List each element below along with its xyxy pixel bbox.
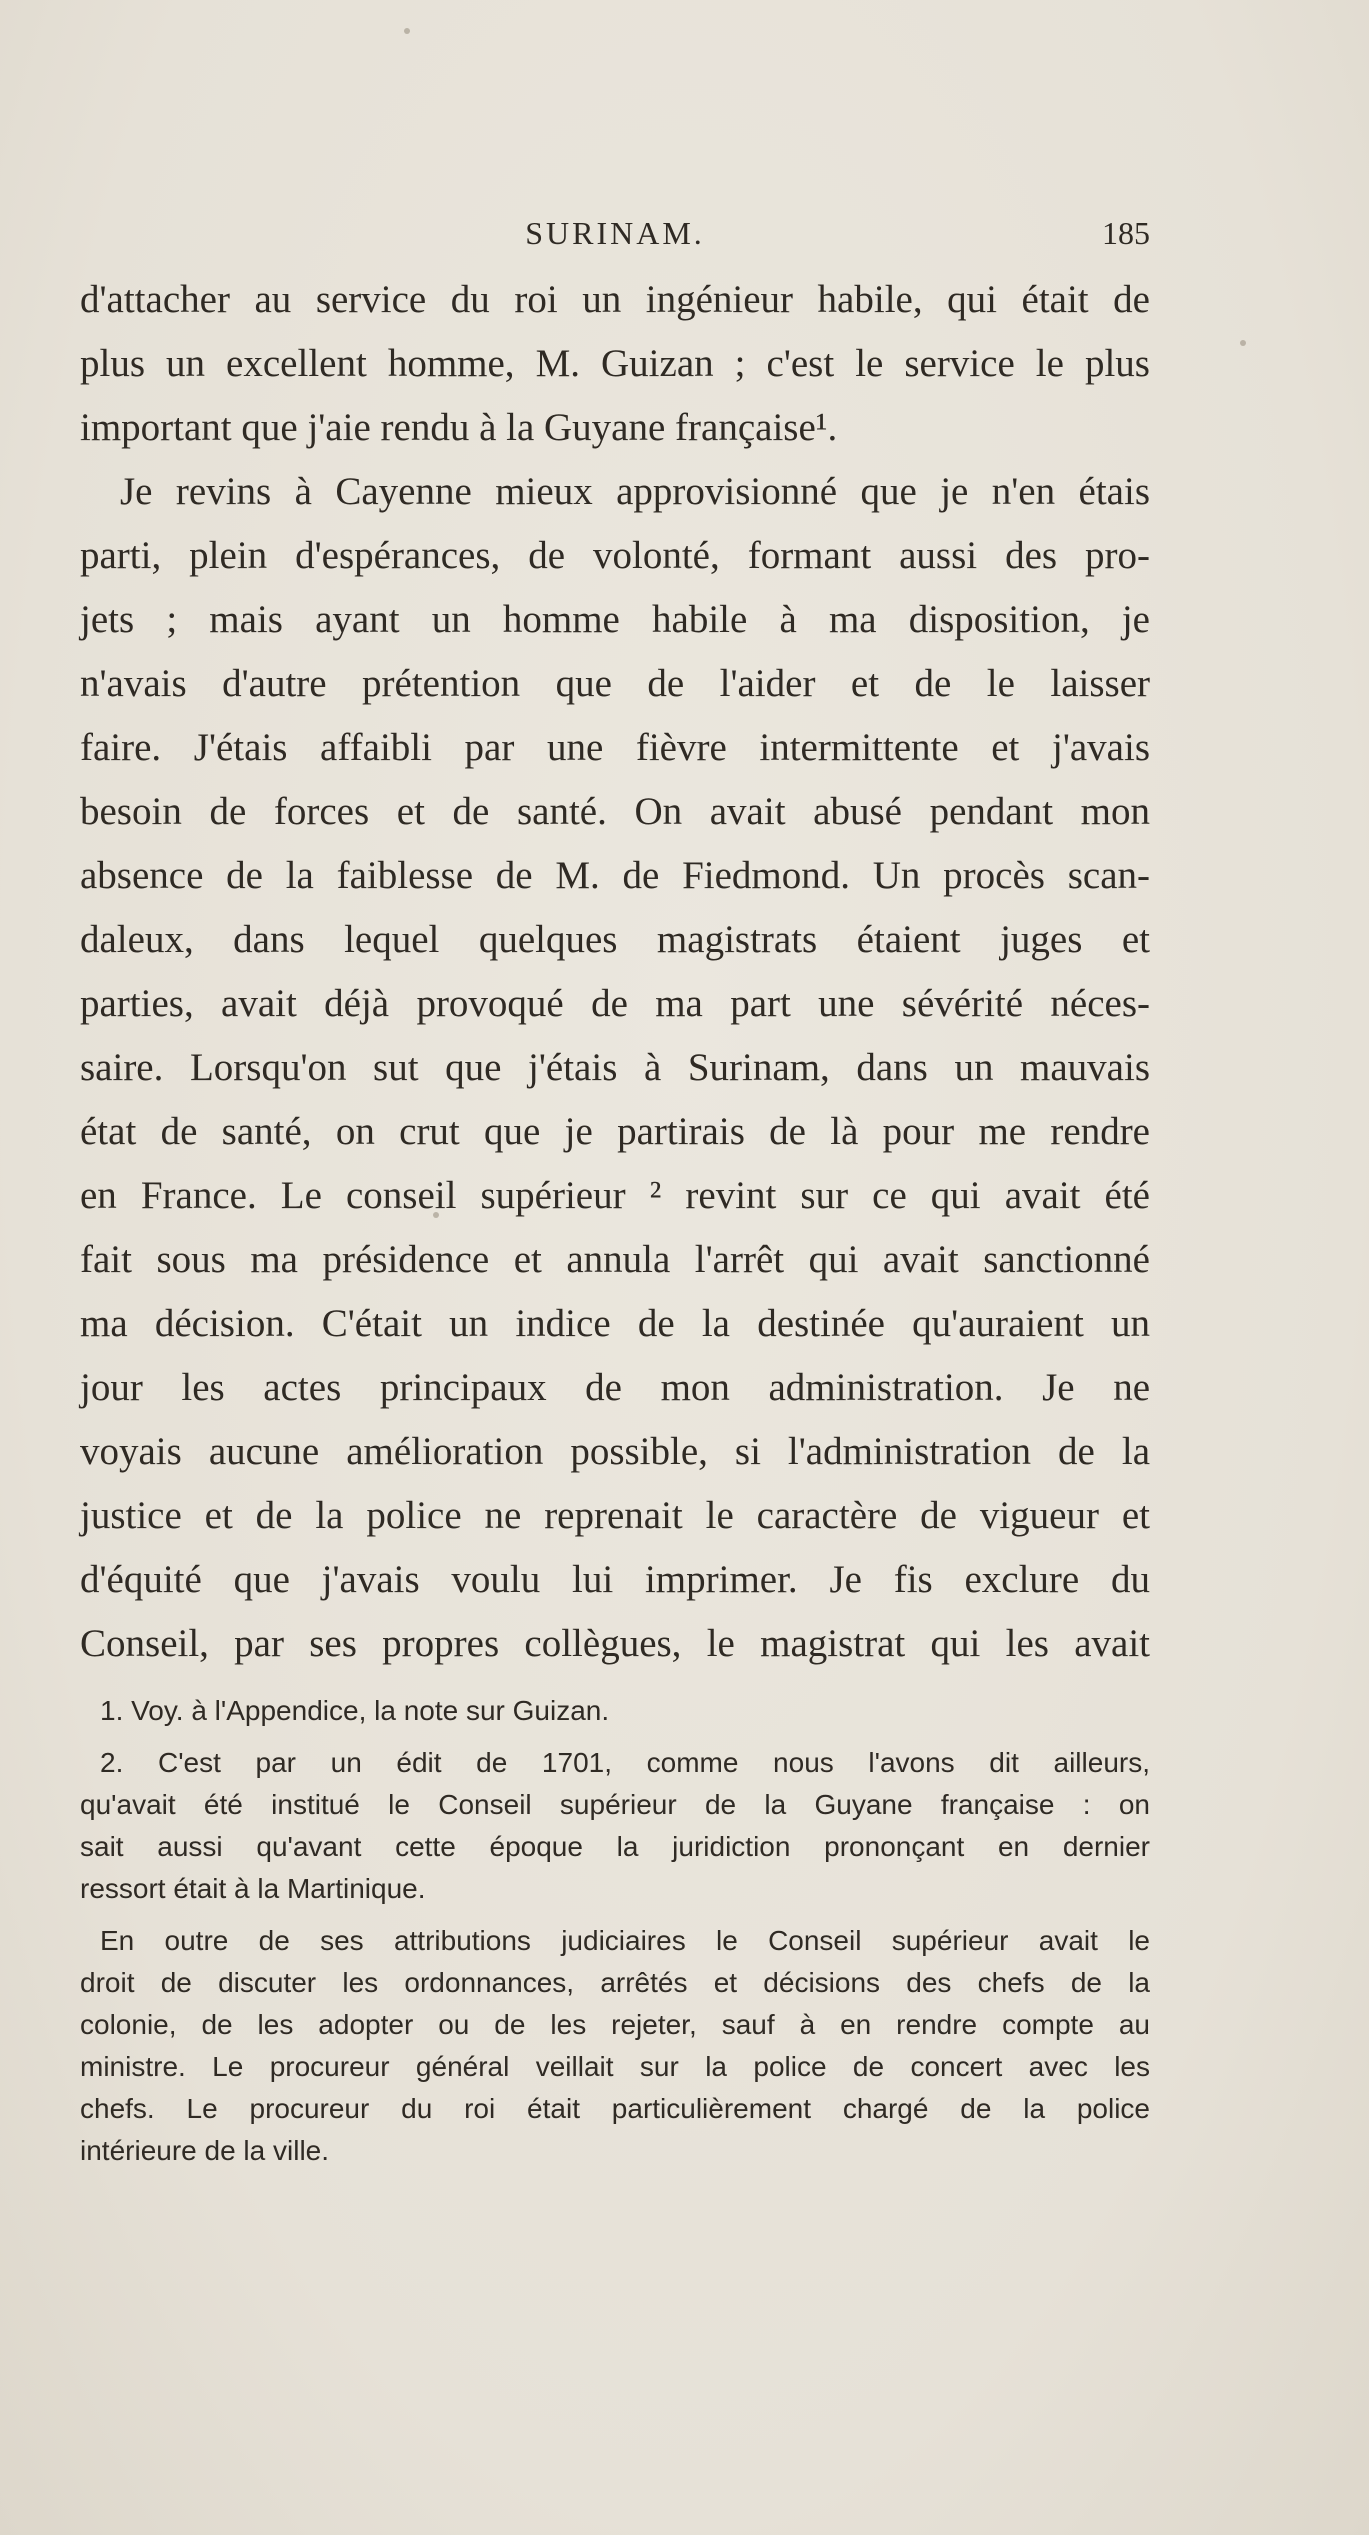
paper-speck	[1240, 340, 1246, 346]
running-head	[80, 208, 1150, 258]
text-line: n'avais d'autre prétention que de l'aider et de le laisser	[80, 662, 1150, 705]
footnote-line: En outre de ses attributions judiciaires le Conseil supérieur avait le	[100, 1925, 1150, 1956]
page-number: 185	[1102, 215, 1150, 251]
footnote-line: sait aussi qu'avant cette époque la juridiction prononçant en dernier	[80, 1831, 1150, 1862]
text-line: saire. Lorsqu'on sut que j'étais à Surinam, dans un mauvais	[80, 1046, 1150, 1089]
text-line: Conseil, par ses propres collègues, le magistrat qui les avait	[80, 1622, 1150, 1665]
footnote-line: 1. Voy. à l'Appendice, la note sur Guizan.	[100, 1695, 610, 1726]
paper-speck	[404, 28, 410, 34]
running-title: SURINAM.	[525, 215, 705, 251]
text-line: absence de la faiblesse de M. de Fiedmond. Un procès scan-	[80, 854, 1150, 897]
footnote-line: ministre. Le procureur général veillait sur la police de concert avec les	[80, 2051, 1150, 2082]
text-line: faire. J'étais affaibli par une fièvre intermittente et j'avais	[80, 726, 1150, 769]
text-line: Je revins à Cayenne mieux approvisionné que je n'en étais	[120, 470, 1150, 513]
text-line: jets ; mais ayant un homme habile à ma disposition, je	[80, 598, 1150, 641]
text-line: parties, avait déjà provoqué de ma part une sévérité néces-	[80, 982, 1150, 1025]
footnote-line: droit de discuter les ordonnances, arrêtés et décisions des chefs de la	[80, 1967, 1150, 1998]
text-line: important que j'aie rendu à la Guyane française¹.	[80, 406, 838, 449]
footnote-line: intérieure de la ville.	[80, 2135, 330, 2166]
text-line: justice et de la police ne reprenait le caractère de vigueur et	[80, 1494, 1150, 1537]
footnote-line: ressort était à la Martinique.	[80, 1873, 426, 1904]
text-line: daleux, dans lequel quelques magistrats étaient juges et	[80, 918, 1150, 961]
text-line: fait sous ma présidence et annula l'arrêt qui avait sanctionné	[80, 1238, 1150, 1281]
footnotes	[80, 1690, 1150, 2182]
footnote-line: qu'avait été institué le Conseil supérieur de la Guyane française : on	[80, 1789, 1150, 1820]
footnote-line: colonie, de les adopter ou de les rejeter, sauf à en rendre compte au	[80, 2009, 1150, 2040]
footnote-2	[80, 1742, 1150, 1910]
text-line: voyais aucune amélioration possible, si l'administration de la	[80, 1430, 1150, 1473]
text-line: état de santé, on crut que je partirais de là pour me rendre	[80, 1110, 1150, 1153]
text-line: en France. Le conseil supérieur ² revint sur ce qui avait été	[80, 1174, 1150, 1217]
footnote-2-continued	[80, 1920, 1150, 2172]
text-line: besoin de forces et de santé. On avait abusé pendant mon	[80, 790, 1150, 833]
text-line: ma décision. C'était un indice de la destinée qu'auraient un	[80, 1302, 1150, 1345]
body-text	[80, 268, 1150, 1676]
text-line: plus un excellent homme, M. Guizan ; c'est le service le plus	[80, 342, 1150, 385]
footnote-line: chefs. Le procureur du roi était particulièrement chargé de la police	[80, 2093, 1150, 2124]
footnote-1	[80, 1690, 1150, 1732]
text-line: parti, plein d'espérances, de volonté, formant aussi des pro-	[80, 534, 1150, 577]
text-line: d'équité que j'avais voulu lui imprimer. Je fis exclure du	[80, 1558, 1150, 1601]
text-line: d'attacher au service du roi un ingénieur habile, qui était de	[80, 278, 1150, 321]
footnote-line: 2. C'est par un édit de 1701, comme nous l'avons dit ailleurs,	[100, 1747, 1150, 1778]
text-line: jour les actes principaux de mon administration. Je ne	[80, 1366, 1150, 1409]
